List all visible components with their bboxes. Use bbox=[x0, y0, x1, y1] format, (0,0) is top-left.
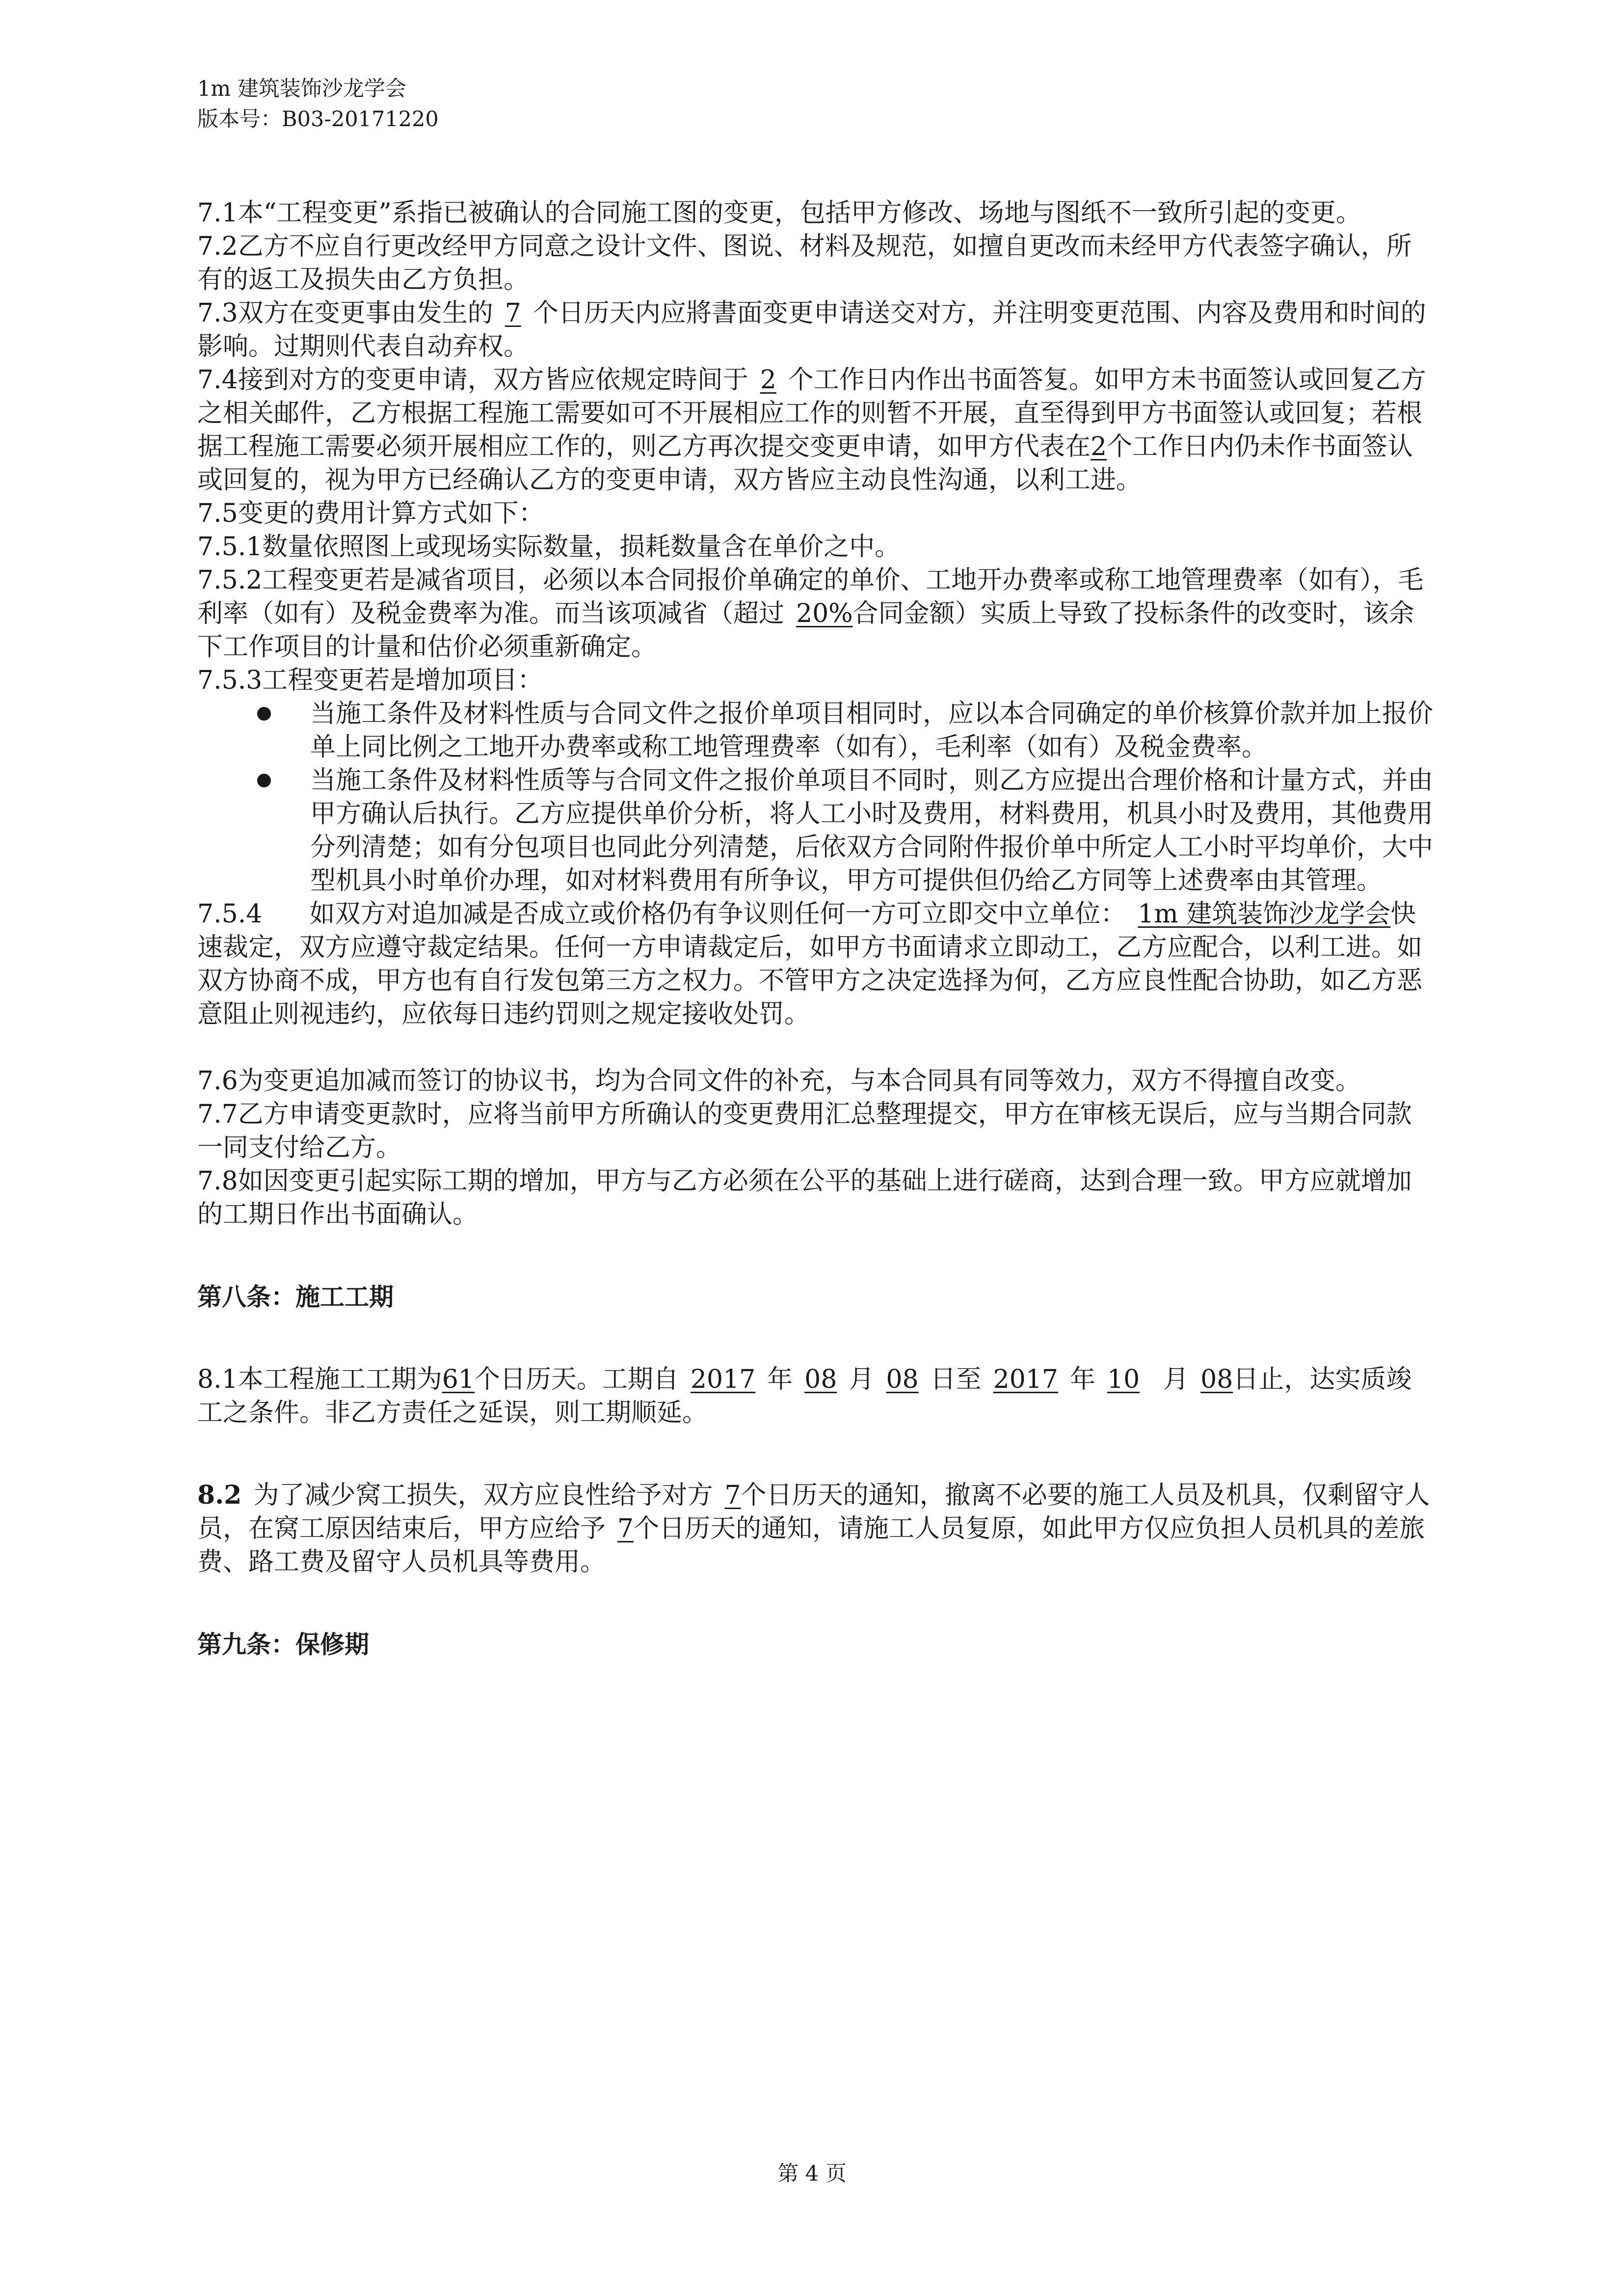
end-month: 10 bbox=[1107, 1365, 1140, 1394]
clause-8-2 bbox=[197, 1479, 1434, 1579]
clause-text: 日止，达实质竣工之条件。非乙方责任之延误，则工期顺延。 bbox=[197, 1365, 1412, 1428]
article-8-heading: 第八条：施工工期 bbox=[197, 1283, 394, 1311]
clause-text: 日至 bbox=[930, 1365, 982, 1394]
clause-text: 月 bbox=[1163, 1365, 1189, 1394]
start-day: 08 bbox=[886, 1365, 919, 1394]
document-header bbox=[197, 74, 439, 135]
end-day: 08 bbox=[1200, 1365, 1233, 1394]
start-year: 2017 bbox=[690, 1365, 756, 1394]
notice-days: 7 bbox=[724, 1481, 741, 1510]
clause-7-5-4 bbox=[197, 897, 1434, 1031]
bullet-list bbox=[197, 697, 1434, 897]
list-item-text: 当施工条件及材料性质等与合同文件之报价单项目不同时，则乙方应提出合理价格和计量方式，并由甲方确认后执行。乙方应提供单价分析，将人工小时及费用，材料费用，机具小时及费用，其他费用分列清楚；如有分包项目也同此分列清楚，后依双方合同附件报价单中所定人工小时平均单价，大中型机具小时单价办理，如对材料费用有所争议，甲方可提供但仍给乙方同等上述费率由其管理。 bbox=[310, 766, 1434, 895]
clause-text: 月 bbox=[849, 1365, 875, 1394]
clause-7-1: 7.1本“工程变更”系指已被确认的合同施工图的变更，包括甲方修改、场地与图纸不一致所引起的变更。 bbox=[197, 198, 1361, 228]
spacer bbox=[197, 1314, 1434, 1363]
bullet-icon bbox=[257, 707, 271, 721]
clause-8-1 bbox=[197, 1363, 1434, 1430]
list-item bbox=[310, 697, 1434, 764]
clause-text: 个日历天的通知，撤离不必要的施工人员及机具，仅剩留守人员，在窝工原因结束后，甲方应给予 bbox=[197, 1481, 1430, 1543]
clause-text: 个日历天的通知，请施工人员复原，如此甲方仅应负担人员机具的差旅费、路工费及留守人员机具等费用。 bbox=[197, 1514, 1425, 1577]
clause-text: 8.1本工程施工工期为 bbox=[197, 1365, 442, 1394]
header-version: 版本号：B03-20171220 bbox=[197, 107, 439, 132]
list-item-text: 当施工条件及材料性质与合同文件之报价单项目相同时，应以本合同确定的单价核算价款并加上报价单上同比例之工地开办费率或称工地管理费率（如有），毛利率（如有）及税金费率。 bbox=[310, 699, 1434, 762]
clause-text: 个工作日内作出书面答复。如甲方未书面签认或回复乙方之相关邮件，乙方根据工程施工需要如可不开展相应工作的则暂不开展，直至得到甲方书面签认或回复；若根据工程施工需要必须开展相应工作的，则乙方再次提交变更申请，如甲方代表在 bbox=[197, 365, 1426, 461]
clause-number: 7.5.4 bbox=[197, 899, 263, 929]
notice-days: 7 bbox=[617, 1514, 634, 1543]
clause-text: 个工作日内仍未作书面签认或回复的，视为甲方已经确认乙方的变更申请，双方皆应主动良性沟通，以利工进。 bbox=[197, 432, 1413, 495]
clause-text: 为了减少窝工损失，双方应良性给予对方 bbox=[253, 1481, 713, 1510]
page-number: 第 4 页 bbox=[777, 2161, 847, 2186]
clause-7-5-2 bbox=[197, 564, 1434, 664]
spacer bbox=[197, 1579, 1434, 1628]
clause-7-2: 7.2乙方不应自行更改经甲方同意之设计文件、图说、材料及规范，如擅自更改而未经甲方代表签字确认，所有的返工及损失由乙方负担。 bbox=[197, 232, 1412, 295]
clause-7-5-3: 7.5.3工程变更若是增加项目： bbox=[197, 666, 543, 695]
clause-text: 如双方对追加减是否成立或价格仍有争议则任何一方可立即交中立单位： bbox=[309, 899, 1126, 929]
spacer bbox=[197, 1031, 1434, 1064]
clause-7-7: 7.7乙方申请变更款时，应将当前甲方所确认的变更费用汇总整理提交，甲方在审核无误后，应与当期合同款一同支付给乙方。 bbox=[197, 1100, 1412, 1162]
clause-7-5: 7.5变更的费用计算方式如下： bbox=[197, 499, 544, 528]
arbitration-org: 1m 建筑装饰沙龙学会 bbox=[1138, 899, 1391, 929]
clause-text: 7.3双方在变更事由发生的 bbox=[197, 298, 493, 328]
clause-text: 个日历天内应將書面变更申请送交对方，并注明变更范围、内容及费用和时间的影响。过期则代表自动弃权。 bbox=[197, 298, 1426, 361]
bullet-icon bbox=[257, 774, 271, 787]
clause-text: 年 bbox=[767, 1365, 793, 1394]
header-org: 1m 建筑装饰沙龙学会 bbox=[197, 77, 406, 101]
clause-7-8: 7.8如因变更引起实际工期的增加，甲方与乙方必须在公平的基础上进行磋商，达到合理一致。甲方应就增加的工期日作出书面确认。 bbox=[197, 1166, 1412, 1229]
reply-days: 2 bbox=[1091, 432, 1107, 461]
clause-text: 7.4接到对方的变更申请，双方皆应依规定時间于 bbox=[197, 365, 748, 395]
clause-7-6: 7.6为变更追加减而签订的协议书，均为合同文件的补充，与本合同具有同等效力，双方不得擅自改变。 bbox=[197, 1066, 1361, 1096]
clause-7-5-1: 7.5.1数量依照图上或现场实际数量，损耗数量含在单价之中。 bbox=[197, 532, 901, 562]
clause-text: 7.5.2工程变更若是减省项目，必须以本合同报价单确定的单价、工地开办费率或称工地管理费率（如有），毛利率（如有）及税金费率为准。而当该项减省（超过 bbox=[197, 566, 1424, 628]
start-month: 08 bbox=[804, 1365, 837, 1394]
spacer bbox=[197, 1231, 1434, 1280]
document-body bbox=[197, 196, 1434, 1661]
clause-7-4 bbox=[197, 363, 1434, 497]
list-item bbox=[310, 764, 1434, 897]
clause-text: 快速裁定，双方应遵守裁定结果。任何一方申请裁定后，如甲方书面请求立即动工，乙方应配合，以利工进。如双方协商不成，甲方也有自行发包第三方之权力。不管甲方之决定选择为何，乙方应良性配合协助，如乙方恶意阻止则视违约，应依每日违约罚则之规定接收处罚。 bbox=[197, 899, 1423, 1029]
clause-number: 8.2 bbox=[197, 1480, 242, 1510]
notice-days: 7 bbox=[505, 298, 521, 328]
duration-days: 61 bbox=[442, 1365, 475, 1394]
clause-7-3 bbox=[197, 297, 1434, 363]
percentage: 20% bbox=[796, 599, 853, 628]
clause-text: 个日历天。工期自 bbox=[474, 1365, 679, 1394]
reply-days: 2 bbox=[760, 365, 776, 395]
end-year: 2017 bbox=[993, 1365, 1058, 1394]
clause-text: 合同金额）实质上导致了投标条件的改变时，该余下工作项目的计量和估价必须重新确定。 bbox=[197, 599, 1414, 662]
article-9-heading: 第九条：保修期 bbox=[197, 1630, 369, 1659]
spacer bbox=[197, 1430, 1434, 1479]
clause-text: 年 bbox=[1069, 1365, 1095, 1394]
